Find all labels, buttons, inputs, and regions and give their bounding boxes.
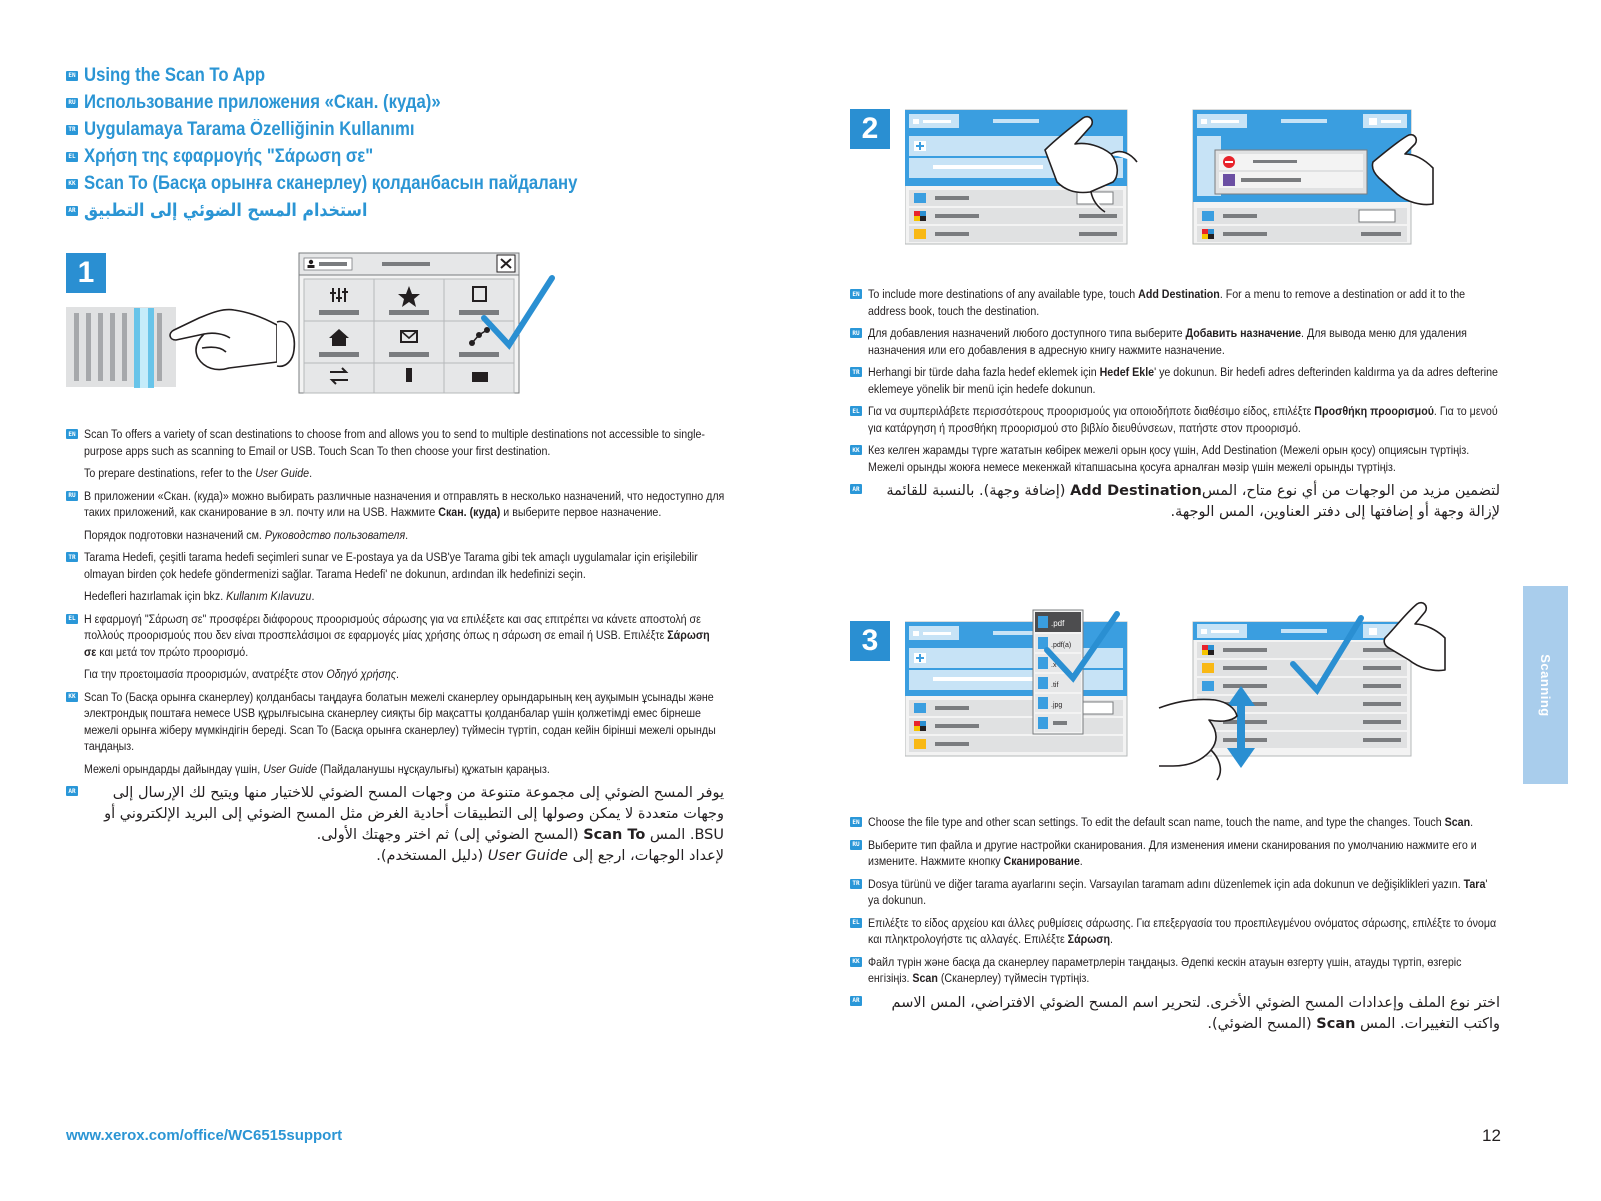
step-number-3: 3 xyxy=(850,621,890,661)
para-el-note: Για την προετοιμασία προορισμών, ανατρέξτε στον Οδηγό χρήσης. xyxy=(84,667,400,681)
section-titles xyxy=(66,62,746,224)
title-tr xyxy=(66,116,746,143)
para-en: EN Choose the file type and other scan settings. To edit the default scan name, touch the name, and type the changes. Touch Scan. xyxy=(850,814,1500,831)
lang-tag: EL xyxy=(66,152,78,162)
title-el xyxy=(66,143,746,170)
para-ru: RU Выберите тип файла и другие настройки сканирования. Для изменения имени сканирования по умолчанию нажмите его и измените. Нажмите кнопку Сканирование. xyxy=(850,837,1500,870)
file-type-jpg: .jpg xyxy=(1051,702,1063,709)
lang-tag-ar: AR xyxy=(66,786,78,796)
step2-text xyxy=(850,286,1500,529)
lang-tag-en: EN xyxy=(66,429,78,439)
lang-tag: AR xyxy=(66,206,78,216)
para-ar: AR يوفر المسح الضوئي إلى مجموعة متنوعة من وجهات المسح الضوئي للاختيار منها ويتيح لك الإرسال إلى وجهات متعددة لا يمكن وصولها إلى التطبيقات أحادية الغرض مثل المسح الضوئي إلى البريد الإلكتروني أو BSU. المس Scan To (المسح الضوئي إلى) ثم اختر وجهتك الأولى. لإعداد الوجهات، ارجع إلى User Guide (دليل المستخدم). xyxy=(66,783,726,867)
para-tr: TR Herhangi bir türde daha fazla hedef eklemek için Hedef Ekle' ye dokunun. Bir hedefi adres defterinden kaldırma ya da adres defterine eklemeye yönelik bir menü için hedefe dokunun. xyxy=(850,364,1500,397)
step1-illustration xyxy=(64,250,564,395)
para-ar: AR اختر نوع الملف وإعدادات المسح الضوئي الأخرى. لتحرير اسم المسح الضوئي الافتراضي، المس الاسم واكتب التغييرات. المس Scan (المسح الضوئي). xyxy=(850,993,1500,1035)
lang-tag-ar: AR xyxy=(850,996,862,1006)
title-text: Scan To (Басқа орынға сканерлеу) қолданбасын пайдалану xyxy=(84,172,578,194)
lang-tag-tr: TR xyxy=(66,552,78,562)
lang-tag: RU xyxy=(66,98,78,108)
lang-tag-el: EL xyxy=(850,406,862,416)
title-en xyxy=(66,62,746,89)
para-en-note: To prepare destinations, refer to the User Guide. xyxy=(84,466,313,480)
para-ru-note: Порядок подготовки назначений см. Руководство пользователя. xyxy=(84,527,409,542)
title-text: Using the Scan To App xyxy=(84,64,266,86)
para-kk: KK Кез келген жарамды түрге жататын көбірек межелі орын қосу үшін, Add Destination (Межелі орын қосу) опциясын түртіңіз. Межелі орынды жоюға немесе мекенжай кітапшасына қосуға арналған мәзір үшін межелі орынды түртіңіз. xyxy=(850,442,1500,475)
scanner-glass-icon xyxy=(66,307,176,388)
para-tr: TR Dosya türünü ve diğer tarama ayarlarını seçin. Varsayılan taramam adını düzenlemek için ada dokunun ve değişiklikleri yazın. Tara' ya dokunun. xyxy=(850,876,1500,909)
file-type-x: .x xyxy=(1051,662,1057,669)
lang-tag-kk: KK xyxy=(850,957,862,967)
title-kk xyxy=(66,170,746,197)
para-tr: TR Tarama Hedefi, çeşitli tarama hedefi seçimleri sunar ve E-postaya ya da USB'ye Tarama gibi tek amaçlı uygulamalar için erişilebilir olmayan birden çok hedefe göndermenizi sağlar. Tarama Hedefi' ne dokunun, ardından ilk hedefinizi seçin. xyxy=(66,549,726,582)
para-en: EN To include more destinations of any available type, touch Add Destination. For a menu to remove a destination or add it to the address book, touch the destination. xyxy=(850,286,1500,319)
pointing-hand-icon xyxy=(170,310,294,370)
step-number-2: 2 xyxy=(850,109,890,149)
para-ar: AR لتضمين مزيد من الوجهات من أي نوع متاح، المسAdd Destination (إضافة وجهة). بالنسبة للقائمة لإزالة وجهة أو إضافتها إلى دفتر العناوين، المس الوجهة. xyxy=(850,481,1500,523)
lang-tag: EN xyxy=(66,71,78,81)
lang-tag: KK xyxy=(66,179,78,189)
para-text: Scan To offers a variety of scan destinations to choose from and allows you to send to multiple destinations not accessible to single-purpose apps such as scanning to Email or USB. Touch Scan To then choose your first destination. xyxy=(84,427,705,458)
lang-tag-el: EL xyxy=(66,614,78,624)
title-text: Использование приложения «Скан. (куда)» xyxy=(84,91,441,113)
lang-tag-ru: RU xyxy=(66,491,78,501)
section-side-tab xyxy=(1523,586,1568,784)
lang-tag-ru: RU xyxy=(850,840,862,850)
step2-illustration xyxy=(905,108,1445,248)
lang-tag-ru: RU xyxy=(850,328,862,338)
side-tab-label: Scanning xyxy=(1538,653,1554,717)
lang-tag-tr: TR xyxy=(850,879,862,889)
scan-list-screen-icon xyxy=(1193,622,1411,756)
support-link[interactable]: www.xerox.com/office/WC6515support xyxy=(66,1127,343,1144)
lang-tag-el: EL xyxy=(850,918,862,928)
step1-text xyxy=(66,426,726,873)
title-text: Uygulamaya Tarama Özelliğinin Kullanımı xyxy=(84,118,415,140)
step3-illustration xyxy=(905,590,1505,790)
para-ru: RU Для добавления назначений любого доступного типа выберите Добавить назначение. Для вывода меню для удаления назначения или его добавления в адресную книгу нажмите назначение. xyxy=(850,325,1500,358)
lang-tag-en: EN xyxy=(850,817,862,827)
lang-tag: TR xyxy=(66,125,78,135)
file-type-pdf: .pdf xyxy=(1051,619,1065,628)
page-number: 12 xyxy=(1482,1126,1501,1145)
para-kk-note: Межелі орындарды дайындау үшін, User Guide (Пайдаланушы нұсқаулығы) құжатын қараңыз. xyxy=(84,761,550,776)
para-kk: KK Scan To (Басқа орынға сканерлеу) қолданбасы таңдауға болатын межелі сканерлеу орындарының кең ауқымын ұсынады және электрондық поштаға немесе USB құрылғысына сканерлеу сияқты бір мақсатты қолданбалар үшін қолжетімді емес бірнеше межелі орынға жіберу мүмкіндігін береді. Scan To (Басқа орынға сканерлеу) түймесін түртіп, содан кейін бірінші межелі орынды таңдаңыз. xyxy=(66,689,726,755)
para-el: EL Επιλέξτε το είδος αρχείου και άλλες ρυθμίσεις σάρωσης. Για επεξεργασία του προεπιλεγμένου ονόματος σάρωσης, επιλέξτε το όνομα και πληκτρολογήστε τις αλλαγές. Επιλέξτε Σάρωση. xyxy=(850,915,1500,948)
title-ru xyxy=(66,89,746,116)
file-type-pdfa: .pdf(a) xyxy=(1051,642,1072,649)
lang-tag-en: EN xyxy=(850,289,862,299)
step3-text xyxy=(850,814,1500,1041)
file-type-tif: .tif xyxy=(1051,682,1059,689)
lang-tag-tr: TR xyxy=(850,367,862,377)
para-en xyxy=(66,426,726,459)
title-text: Χρήση της εφαρμογής "Σάρωση σε" xyxy=(84,145,374,167)
lang-tag-ar: AR xyxy=(850,484,862,494)
para-tr-note: Hedefleri hazırlamak için bkz. Kullanım Kılavuzu. xyxy=(84,589,315,603)
title-ar xyxy=(66,197,746,224)
lang-tag-kk: KK xyxy=(850,445,862,455)
scan-settings-screen-icon xyxy=(905,622,1127,756)
para-kk: KK Файл түрін және басқа да сканерлеу параметрлерін таңдаңыз. Әдепкі кескін атауын өзгерту үшін, атауды түртіп, өзгеріс енгізіңіз. Scan (Сканерлеу) түймесін түртіңіз. xyxy=(850,954,1500,987)
para-ru: RU В приложении «Скан. (куда)» можно выбирать различные назначения и отправлять в несколько назначений, что недоступно для таких приложений, как сканирование в эл. почту или на USB. Нажмите Скан. (куда) и выберите первое назначение. xyxy=(66,488,726,521)
title-text: استخدام المسح الضوئي إلى التطبيق xyxy=(84,200,368,221)
step-number-1: 1 xyxy=(66,253,106,293)
lang-tag-kk: KK xyxy=(66,692,78,702)
para-el: EL Για να συμπεριλάβετε περισσότερους προορισμούς για οποιοδήποτε διαθέσιμο είδος, επιλέξτε Προσθήκη προορισμού. Για το μενού για κατάργηση ή προσθήκη προορισμού στο βιβλίο διευθύνσεων, πατήστε στον προορισμό. xyxy=(850,403,1500,436)
para-el: EL Η εφαρμογή "Σάρωση σε" προσφέρει διάφορους προορισμούς σάρωσης για να επιλέξετε και σας επιτρέπει να κάνετε αποστολή σε πολλούς προορισμούς που δεν είναι προσπελάσιμοι σε εφαρμογές μίας χρήσης όπως η σάρωση σε email ή USB. Επιλέξτε Σάρωση σε και μετά τον πρώτο προορισμό. xyxy=(66,611,726,661)
